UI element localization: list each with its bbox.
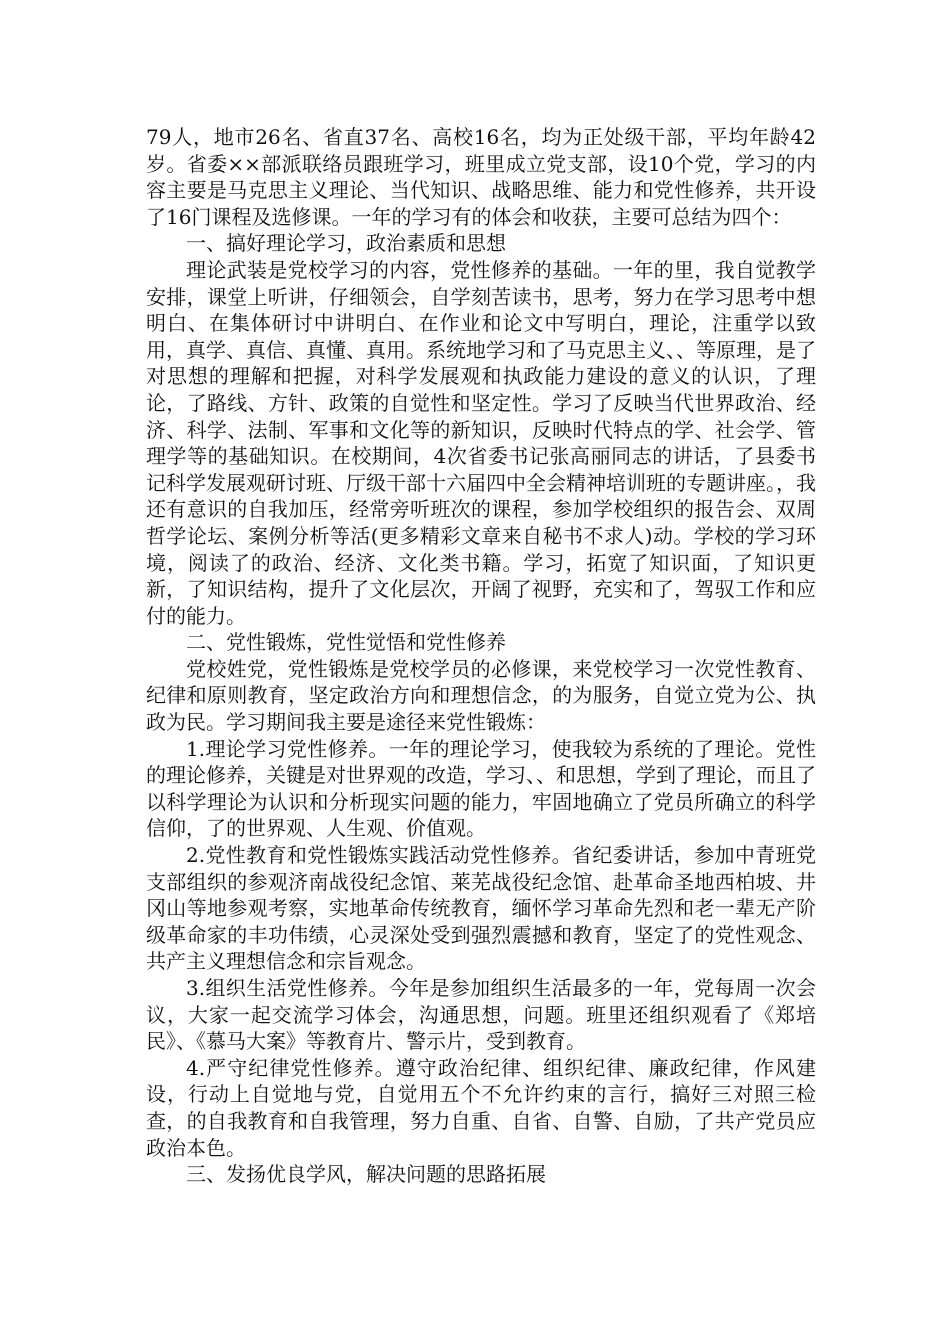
document-body — [146, 124, 816, 1188]
section-heading-2: 二、党性锻炼，党性觉悟和党性修养 — [186, 630, 506, 655]
paragraph-intro: 79人，地市26名、省直37名、高校16名，均为正处级干部，平均年龄42岁。省委××部派联络员跟班学习，班里成立党支部，设10个党，学习的内容主要是马克思主义理论、当代知识、战略思维、能力和党性修养，共开设了16门课程及选修课。一年的学习有的体会和收获，主要可总结为四个： — [146, 125, 816, 229]
paragraph-theory-study: 理论武装是党校学习的内容，党性修养的基础。一年的里，我自觉教学安排，课堂上听讲，仔细领会，自学刻苦读书，思考，努力在学习思考中想明白、在集体研讨中讲明白、在作业和论文中写明白，理论，注重学以致用，真学、真信、真懂、真用。系统地学习和了马克思主义、、等原理，是了对思想的理解和把握，对科学发展观和执政能力建设的意义的认识，了理论，了路线、方针、政策的自觉性和坚定性。学习了反映当代世界政治、经济、科学、法制、军事和文化等的新知识，反映时代特点的学、社会学、管理学等的基础知识。在校期间，4次省委书记张高丽同志的讲话，了县委书记科学发展观研讨班、厅级干部十六届四中全会精神培训班的专题讲座。，我还有意识的自我加压，经常旁听班次的课程，参加学校组织的报告会、双周哲学论坛、案例分析等活(更多精彩文章来自秘书不求人)动。学校的学习环境，阅读了的政治、经济、文化类书籍。学习，拓宽了知识面，了知识更新，了知识结构，提升了文化层次，开阔了视野，充实和了，驾驭工作和应付的能力。 — [146, 257, 816, 628]
list-item-2: 2.党性教育和党性锻炼实践活动党性修养。省纪委讲话，参加中青班党支部组织的参观济南战役纪念馆、莱芜战役纪念馆、赴革命圣地西柏坡、井冈山等地参观考察，实地革命传统教育，缅怀学习革命先烈和老一辈无产阶级革命家的丰功伟绩，心灵深处受到强烈震撼和教育，坚定了的党性观念、共产主义理想信念和宗旨观念。 — [146, 843, 816, 974]
list-item-1: 1.理论学习党性修养。一年的理论学习，使我较为系统的了理论。党性的理论修养，关键是对世界观的改造，学习、、和思想，学到了理论，而且了以科学理论为认识和分析现实问题的能力，牢固地确立了党员所确立的科学信仰，了的世界观、人生观、价值观。 — [146, 736, 816, 841]
paragraph-party-training: 党校姓党，党性锻炼是党校学员的必修课，来党校学习一次党性教育、纪律和原则教育，坚定政治方向和理想信念，的为服务，自觉立党为公、执政为民。学习期间我主要是途径来党性锻炼： — [146, 656, 816, 735]
section-heading-3: 三、发扬优良学风，解决问题的思路拓展 — [186, 1162, 546, 1187]
list-item-4: 4.严守纪律党性修养。遵守政治纪律、组织纪律、廉政纪律，作风建设，行动上自觉地与党，自觉用五个不允许约束的言行，搞好三对照三检查，的自我教育和自我管理，努力自重、自省、自警、自励，了共产党员应政治本色。 — [146, 1055, 816, 1160]
list-item-3: 3.组织生活党性修养。今年是参加组织生活最多的一年，党每周一次会议，大家一起交流学习体会，沟通思想，问题。班里还组织观看了《郑培民》、《慕马大案》等教育片、警示片，受到教育。 — [146, 976, 816, 1054]
section-heading-1: 一、搞好理论学习，政治素质和思想 — [186, 231, 506, 256]
